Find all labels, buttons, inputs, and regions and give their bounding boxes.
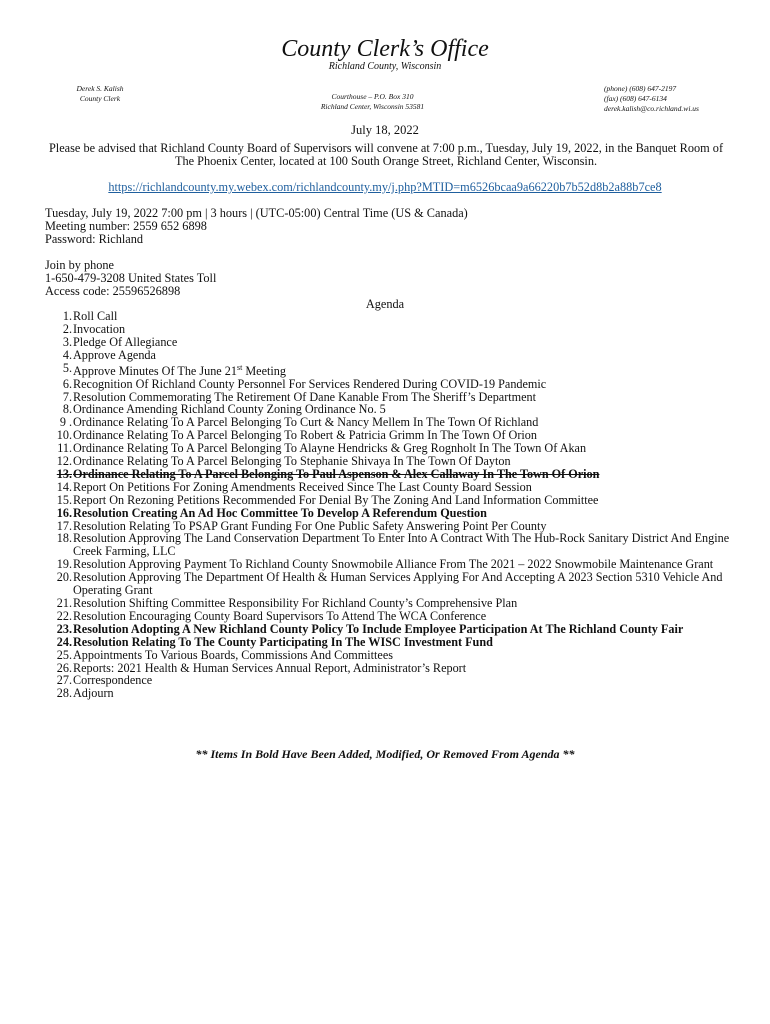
join-by-phone-label: Join by phone xyxy=(45,258,114,272)
address-line: Courthouse – P.O. Box 310 xyxy=(331,92,414,101)
agenda-item-number: 14. xyxy=(56,479,72,494)
agenda-item-number: 4. xyxy=(62,347,72,362)
agenda-item-text: Approve Minutes Of The June 21st Meeting xyxy=(73,362,286,378)
agenda-item-number: 2. xyxy=(62,321,72,336)
agenda-item-text: Adjourn xyxy=(73,686,114,701)
agenda-item-text: Invocation xyxy=(73,321,126,336)
agenda-item xyxy=(45,362,735,378)
agenda-item-text: Resolution Relating To The County Participating In The WISC Investment Fund xyxy=(73,634,493,649)
agenda-item xyxy=(45,310,735,323)
agenda-item xyxy=(45,571,735,597)
agenda-item-number: 21. xyxy=(56,596,72,610)
agenda-item xyxy=(45,649,735,662)
agenda-item-number: 9 . xyxy=(59,415,72,430)
email-address: derek.kalish@co.richland.wi.us xyxy=(604,104,699,113)
agenda-item-number: 24. xyxy=(56,634,72,649)
letter-date: July 18, 2022 xyxy=(351,123,419,137)
agenda-item-number: 13. xyxy=(56,466,72,481)
agenda-item-text: Resolution Encouraging County Board Supervisors To Attend The WCA Conference xyxy=(73,608,487,623)
agenda-item-number: 10. xyxy=(56,428,72,443)
agenda-item xyxy=(45,323,735,336)
agenda-item-number: 23. xyxy=(56,621,72,636)
meeting-password: Password: Richland xyxy=(45,232,144,246)
agenda-item-text: Reports: 2021 Health & Human Services Annual Report, Administrator’s Report xyxy=(73,660,467,675)
agenda-item-number: 19. xyxy=(56,557,72,572)
meeting-info xyxy=(45,207,468,298)
agenda-item xyxy=(45,636,735,649)
agenda-item-number: 6. xyxy=(62,376,72,391)
agenda-item-number: 3. xyxy=(62,334,72,349)
agenda-item-number: 7. xyxy=(62,389,72,404)
agenda-item xyxy=(45,481,735,494)
agenda-item-text: Ordinance Amending Richland County Zoning Ordinance No. 5 xyxy=(73,402,386,417)
agenda-item xyxy=(45,532,735,558)
clerk-name: Derek S. Kalish xyxy=(76,84,124,93)
webex-link[interactable]: https://richlandcounty.my.webex.com/richlandcounty.my/j.php?MTID=m6526bcaa9a66220b7b52d8b2a88b7ce8 xyxy=(108,180,662,194)
agenda-item-text: Appointments To Various Boards, Commissions And Committees xyxy=(73,647,393,662)
meeting-notice: Please be advised that Richland County Board of Supervisors will convene at 7:00 p.m., Tuesday, July 19, 2022, in the Banquet Room of The Phoenix Center, located at 100 South Orange Street, Richland Center, Wisconsin. xyxy=(48,141,724,168)
agenda-item-text: Report On Petitions For Zoning Amendments Received Since The Last County Board Session xyxy=(73,479,532,494)
agenda-item-number: 16. xyxy=(56,505,72,520)
office-title: County Clerk’s Office xyxy=(281,36,489,62)
agenda-item-number: 18. xyxy=(56,531,72,546)
access-code: Access code: 25596526898 xyxy=(45,284,181,298)
agenda-item-number: 1. xyxy=(62,309,72,323)
agenda-item xyxy=(45,610,735,623)
agenda-item-number: 27. xyxy=(56,673,72,688)
agenda-item-number: 25. xyxy=(56,647,72,662)
agenda-item-text: Ordinance Relating To A Parcel Belonging To Stephanie Shivaya In The Town Of Dayton xyxy=(73,454,511,469)
clerk-title: County Clerk xyxy=(79,94,121,103)
phone-toll-number: 1-650-479-3208 United States Toll xyxy=(45,271,217,285)
agenda-item-text: Resolution Commemorating The Retirement Of Dane Kanable From The Sheriff’s Department xyxy=(73,389,537,404)
agenda-item-number: 12. xyxy=(56,454,72,469)
address-line: Richland Center, Wisconsin 53581 xyxy=(320,102,425,111)
agenda-item-text: Roll Call xyxy=(73,309,118,323)
agenda-item-text: Resolution Approving The Department Of Health & Human Services Applying For And Accepting A 2023 Section 5310 Vehicle And Operating Grant xyxy=(73,570,723,598)
office-subtitle: Richland County, Wisconsin xyxy=(328,61,442,72)
agenda-item-text: Ordinance Relating To A Parcel Belonging To Alayne Hendricks & Greg Rognholt In The Town Of Akan xyxy=(73,441,587,456)
fax-number: (fax) (608) 647-6134 xyxy=(604,94,667,103)
agenda-item-text: Resolution Relating To PSAP Grant Funding For One Public Safety Answering Point Per County xyxy=(73,518,547,533)
agenda-item-text: Recognition Of Richland County Personnel For Services Rendered During COVID-19 Pandemic xyxy=(73,376,547,391)
agenda-item xyxy=(45,507,735,520)
agenda-item-text: Approve Agenda xyxy=(73,347,156,362)
contact-block xyxy=(604,84,734,114)
agenda-item-number: 11. xyxy=(57,441,72,456)
agenda-item-text: Resolution Approving Payment To Richland County Snowmobile Alliance From The 2021 – 2022 Snowmobile Maintenance Grant xyxy=(73,557,714,572)
agenda-item-number: 20. xyxy=(56,570,72,585)
agenda-item-number: 15. xyxy=(56,492,72,507)
agenda-item-text: Ordinance Relating To A Parcel Belonging To Robert & Patricia Grimm In The Town Of Orion xyxy=(73,428,537,443)
agenda-item-text: Correspondence xyxy=(73,673,153,688)
agenda-item xyxy=(45,687,735,700)
agenda-item xyxy=(45,336,735,349)
clerk-name-block xyxy=(60,84,140,104)
agenda-item-number: 17. xyxy=(56,518,72,533)
agenda-item xyxy=(45,349,735,362)
agenda-item-text: Pledge Of Allegiance xyxy=(73,334,178,349)
agenda-item-text: Resolution Approving The Land Conservation Department To Enter Into A Contract With The Hub-Rock Sanitary District And Engine Creek Farming, LLC xyxy=(73,531,730,559)
agenda-item-text: Ordinance Relating To A Parcel Belonging To Curt & Nancy Mellem In The Town Of Richland xyxy=(73,415,539,430)
address-block xyxy=(300,92,445,112)
agenda-item-number: 8. xyxy=(62,402,72,417)
meeting-time: Tuesday, July 19, 2022 7:00 pm | 3 hours | (UTC-05:00) Central Time (US & Canada) xyxy=(45,206,468,220)
agenda-item-text: Resolution Creating An Ad Hoc Committee To Develop A Referendum Question xyxy=(73,505,487,520)
agenda-item xyxy=(45,494,735,507)
agenda-item xyxy=(45,597,735,610)
agenda-item-text: Resolution Adopting A New Richland County Policy To Include Employee Participation At The Richland County Fair xyxy=(73,621,684,636)
agenda-heading: Agenda xyxy=(365,297,405,311)
agenda-item-text: Ordinance Relating To A Parcel Belonging To Paul Aspenson & Alex Callaway In The Town Of Orion xyxy=(73,466,600,481)
agenda-item xyxy=(45,623,735,636)
agenda-item-text: Resolution Shifting Committee Responsibility For Richland County’s Comprehensive Plan xyxy=(73,596,518,610)
footer-note: ** Items In Bold Have Been Added, Modified, Or Removed From Agenda ** xyxy=(195,747,575,761)
agenda-item xyxy=(45,378,735,391)
agenda-item-number: 22. xyxy=(56,608,72,623)
agenda-item-text: Report On Rezoning Petitions Recommended For Denial By The Zoning And Land Information Committee xyxy=(73,492,599,507)
agenda-item-number: 26. xyxy=(56,660,72,675)
agenda-item xyxy=(45,674,735,687)
agenda-list xyxy=(45,310,735,700)
agenda-item xyxy=(45,468,735,481)
meeting-number: Meeting number: 2559 652 6898 xyxy=(45,219,207,233)
phone-number: (phone) (608) 647-2197 xyxy=(604,84,677,93)
agenda-item-number: 28. xyxy=(56,686,72,701)
agenda-item xyxy=(45,455,735,468)
agenda-item-number: 5. xyxy=(62,360,72,375)
